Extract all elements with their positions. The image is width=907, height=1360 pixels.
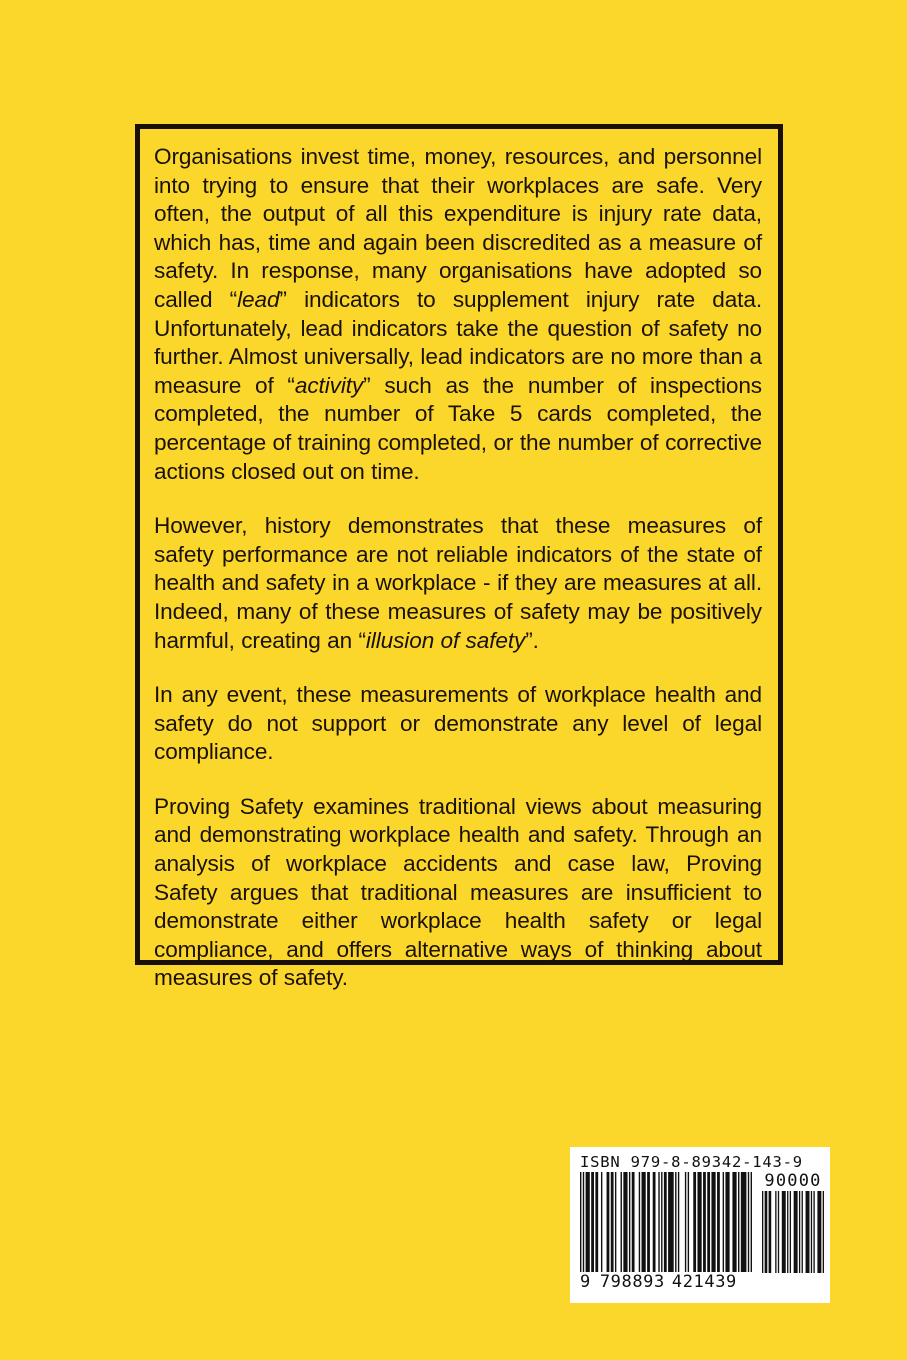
blurb-run-normal: Organisations invest time, money, resources, and personnel into trying to ensure that their workplaces are safe. Very often, the output of all this expenditure is injury rate data, which has, time and again been discredited as a measure of safety. In response, many organisations have adopted so called “ (154, 144, 762, 312)
blurb-paragraph-3 (154, 681, 762, 767)
ean5-bars-svg (762, 1191, 824, 1273)
barcode-lead-digit: 9 (580, 1272, 591, 1292)
blurb-run-italic: illusion of safety (365, 627, 526, 653)
barcode-right-group: 421439 (671, 1272, 737, 1292)
blurb-run-normal: However, history demonstrates that these measures of safety performance are not reliable indicators of the state of health and safety in a workplace - if they are measures at all. Indeed, many of these measures of safety may be positively harmful, creating an “ (154, 513, 762, 653)
ean5-addon-symbol (762, 1172, 824, 1273)
blurb-paragraph-4 (154, 793, 762, 993)
barcode-symbols-row (580, 1172, 822, 1273)
blurb-run-normal: ” indicators to supplement injury rate data. Unfortunately, lead indicators take the question of safety no further. Almost universally, lead indicators are no more than a measure of “ (154, 286, 763, 398)
ean13-bars-svg (580, 1172, 752, 1272)
isbn-label: ISBN 979-8-89342-143-9 (580, 1153, 803, 1171)
ean13-main-symbol (580, 1172, 752, 1272)
barcode-left-group: 798893 (599, 1272, 665, 1292)
ean13-human-readable (580, 1272, 822, 1292)
blurb-run-italic: activity (294, 372, 364, 398)
blurb-box (135, 124, 783, 991)
blurb-run-normal: ” such as the number of inspections completed, the number of Take 5 cards completed, the percentage of training completed, or the number of corrective actions closed out on time. (154, 372, 762, 484)
blurb-run-italic: lead (237, 286, 280, 312)
blurb-paragraph-1 (154, 143, 762, 486)
blurb-run-normal: Proving Safety examines traditional views about measuring and demonstrating workplace health and safety. Through an analysis of workplace accidents and case law, Proving Safety argues that traditional measures are insufficient to demonstrate either workplace health safety or legal compliance, and offers alternative ways of thinking about measures of safety. (154, 793, 762, 991)
addon-digits-label: 90000 (764, 1171, 822, 1191)
isbn-barcode-block (570, 1147, 830, 1303)
blurb-run-normal: ”. (525, 627, 539, 653)
blurb-paragraph-2 (154, 512, 762, 655)
blurb-run-normal: In any event, these measurements of workplace health and safety do not support or demonstrate any level of legal compliance. (154, 682, 762, 765)
